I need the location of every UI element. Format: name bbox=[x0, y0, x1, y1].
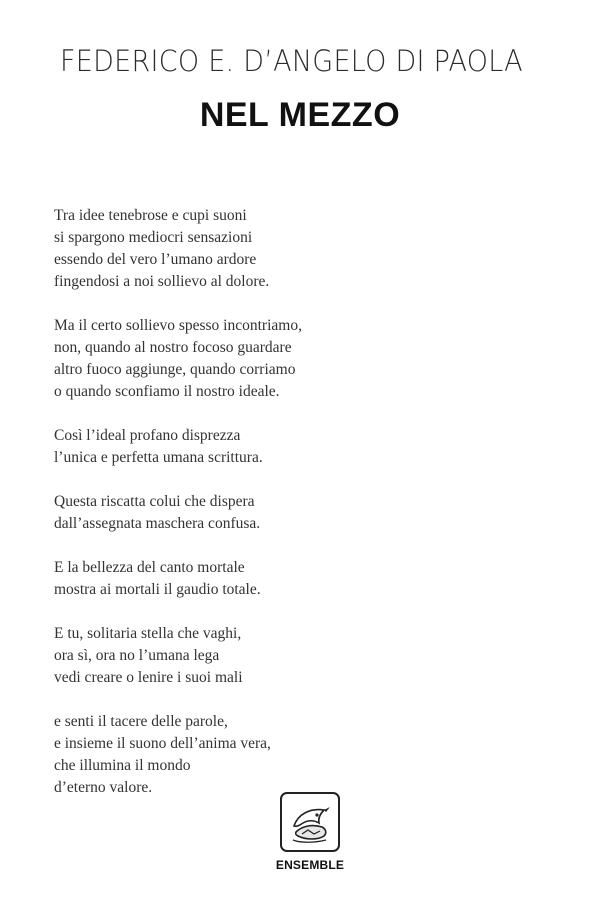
book-title: NEL MEZZO bbox=[199, 96, 401, 134]
poem-line: o quando sconfiamo il nostro ideale. bbox=[54, 383, 280, 400]
poem-line: fingendosi a noi sollievo al dolore. bbox=[54, 273, 270, 290]
stanza bbox=[54, 205, 394, 293]
stanza bbox=[54, 557, 394, 601]
ensemble-logo-icon bbox=[284, 796, 336, 848]
poem-line: E tu, solitaria stella che vaghi, bbox=[54, 625, 242, 642]
author-name: FEDERICO E. D’ANGELO DI PAOLA bbox=[60, 44, 523, 78]
poem-line: d’eterno valore. bbox=[54, 779, 153, 796]
poem-body bbox=[54, 205, 394, 821]
poem-line: E la bellezza del canto mortale bbox=[54, 559, 245, 576]
poem-line: vedi creare o lenire i suoi mali bbox=[54, 669, 243, 686]
poem-line: e insieme il suono dell’anima vera, bbox=[54, 735, 271, 752]
poem-line: essendo del vero l’umano ardore bbox=[54, 251, 257, 268]
publisher-logo bbox=[272, 792, 348, 884]
poem-line: si spargono mediocri sensazioni bbox=[54, 229, 253, 246]
poem-line: ora sì, ora no l’umana lega bbox=[54, 647, 220, 664]
stanza bbox=[54, 623, 394, 689]
poem-line: mostra ai mortali il gaudio totale. bbox=[54, 581, 261, 598]
poem-line: Tra idee tenebrose e cupi suoni bbox=[54, 207, 247, 224]
poem-line: Questa riscatta colui che dispera bbox=[54, 493, 255, 510]
poem-line: che illumina il mondo bbox=[54, 757, 191, 774]
stanza bbox=[54, 491, 394, 535]
ensemble-logo-icon bbox=[280, 792, 340, 852]
poem-line: altro fuoco aggiunge, quando corriamo bbox=[54, 361, 296, 378]
poem-line: Ma il certo sollievo spesso incontriamo, bbox=[54, 317, 302, 334]
poem-line: dall’assegnata maschera confusa. bbox=[54, 515, 261, 532]
stanza bbox=[54, 315, 394, 403]
stanza bbox=[54, 425, 394, 469]
publisher-name: ENSEMBLE bbox=[275, 858, 345, 872]
poem-line: non, quando al nostro focoso guardare bbox=[54, 339, 292, 356]
stanza bbox=[54, 711, 394, 799]
poem-line: e senti il tacere delle parole, bbox=[54, 713, 228, 730]
poem-line: l’unica e perfetta umana scrittura. bbox=[54, 449, 263, 466]
poem-line: Così l’ideal profano disprezza bbox=[54, 427, 241, 444]
